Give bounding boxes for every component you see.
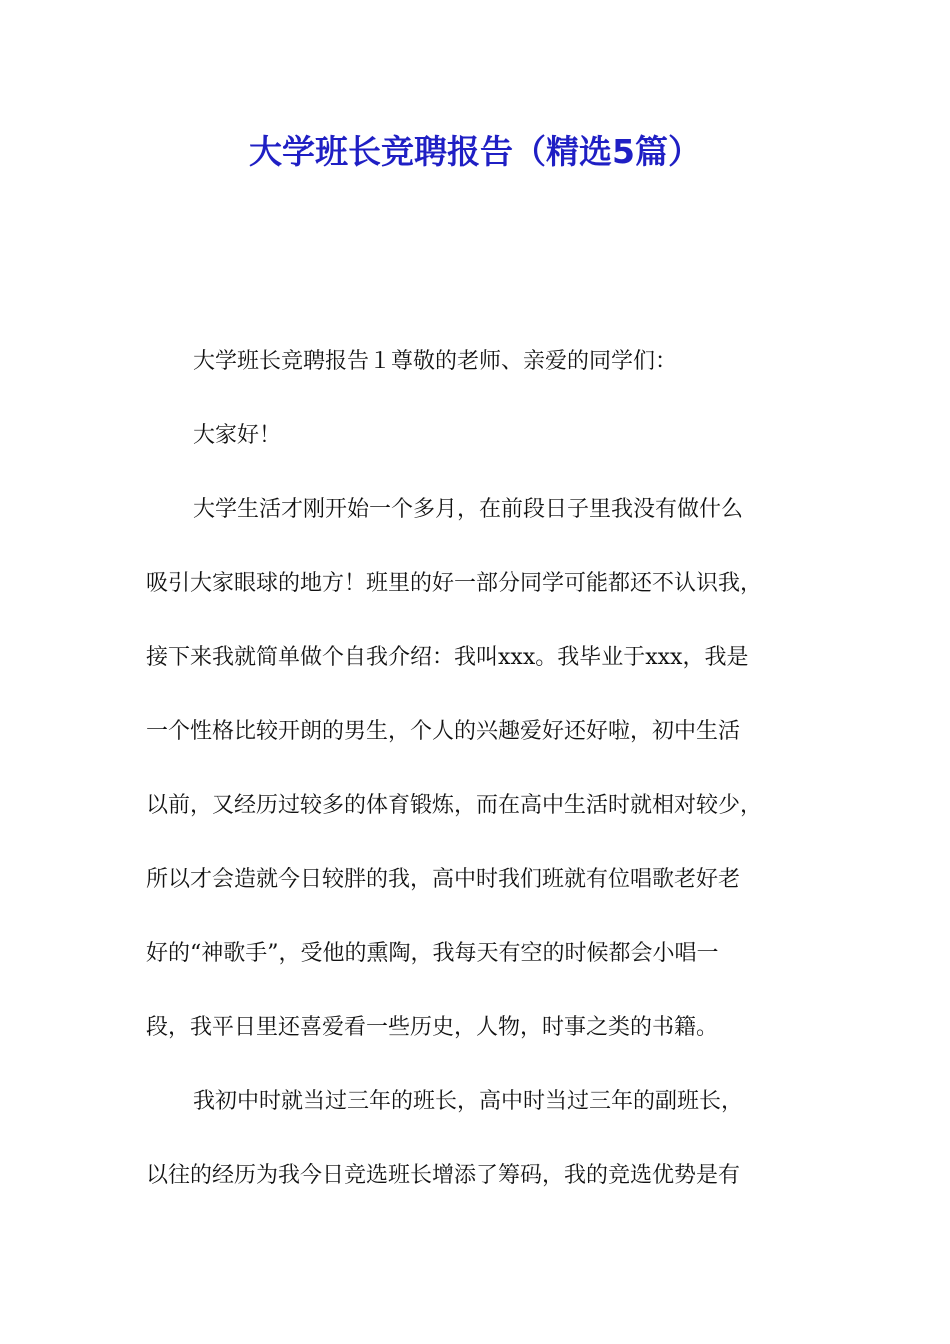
paragraph-line: 一个性格比较开朗的男生，个人的兴趣爱好还好啦，初中生活 — [146, 719, 741, 744]
paragraph-line: 接下来我就简单做个自我介绍：我叫xxx。我毕业于xxx，我是 — [146, 645, 749, 670]
paragraph-line: 段，我平日里还喜爱看一些历史，人物，时事之类的书籍。 — [146, 1015, 719, 1040]
paragraph-line: 大家好！ — [193, 423, 282, 448]
paragraph-line: 以往的经历为我今日竞选班长增添了筹码，我的竞选优势是有 — [146, 1163, 741, 1188]
paragraph-line: 所以才会造就今日较胖的我，高中时我们班就有位唱歌老好老 — [146, 867, 741, 892]
paragraph-line: 我初中时就当过三年的班长，高中时当过三年的副班长， — [193, 1089, 744, 1114]
paragraph-line: 大学班长竞聘报告１尊敬的老师、亲爱的同学们： — [193, 349, 678, 374]
document-title: 大学班长竞聘报告（精选5篇） — [249, 132, 701, 171]
document-body — [146, 335, 826, 1223]
paragraph-line: 吸引大家眼球的地方！班里的好一部分同学可能都还不认识我， — [146, 571, 763, 596]
paragraph-line: 大学生活才刚开始一个多月，在前段日子里我没有做什么 — [193, 497, 744, 522]
paragraph-line: 以前，又经历过较多的体育锻炼，而在高中生活时就相对较少， — [146, 793, 763, 818]
paragraph-line: 好的“神歌手”，受他的熏陶，我每天有空的时候都会小唱一 — [146, 941, 719, 966]
